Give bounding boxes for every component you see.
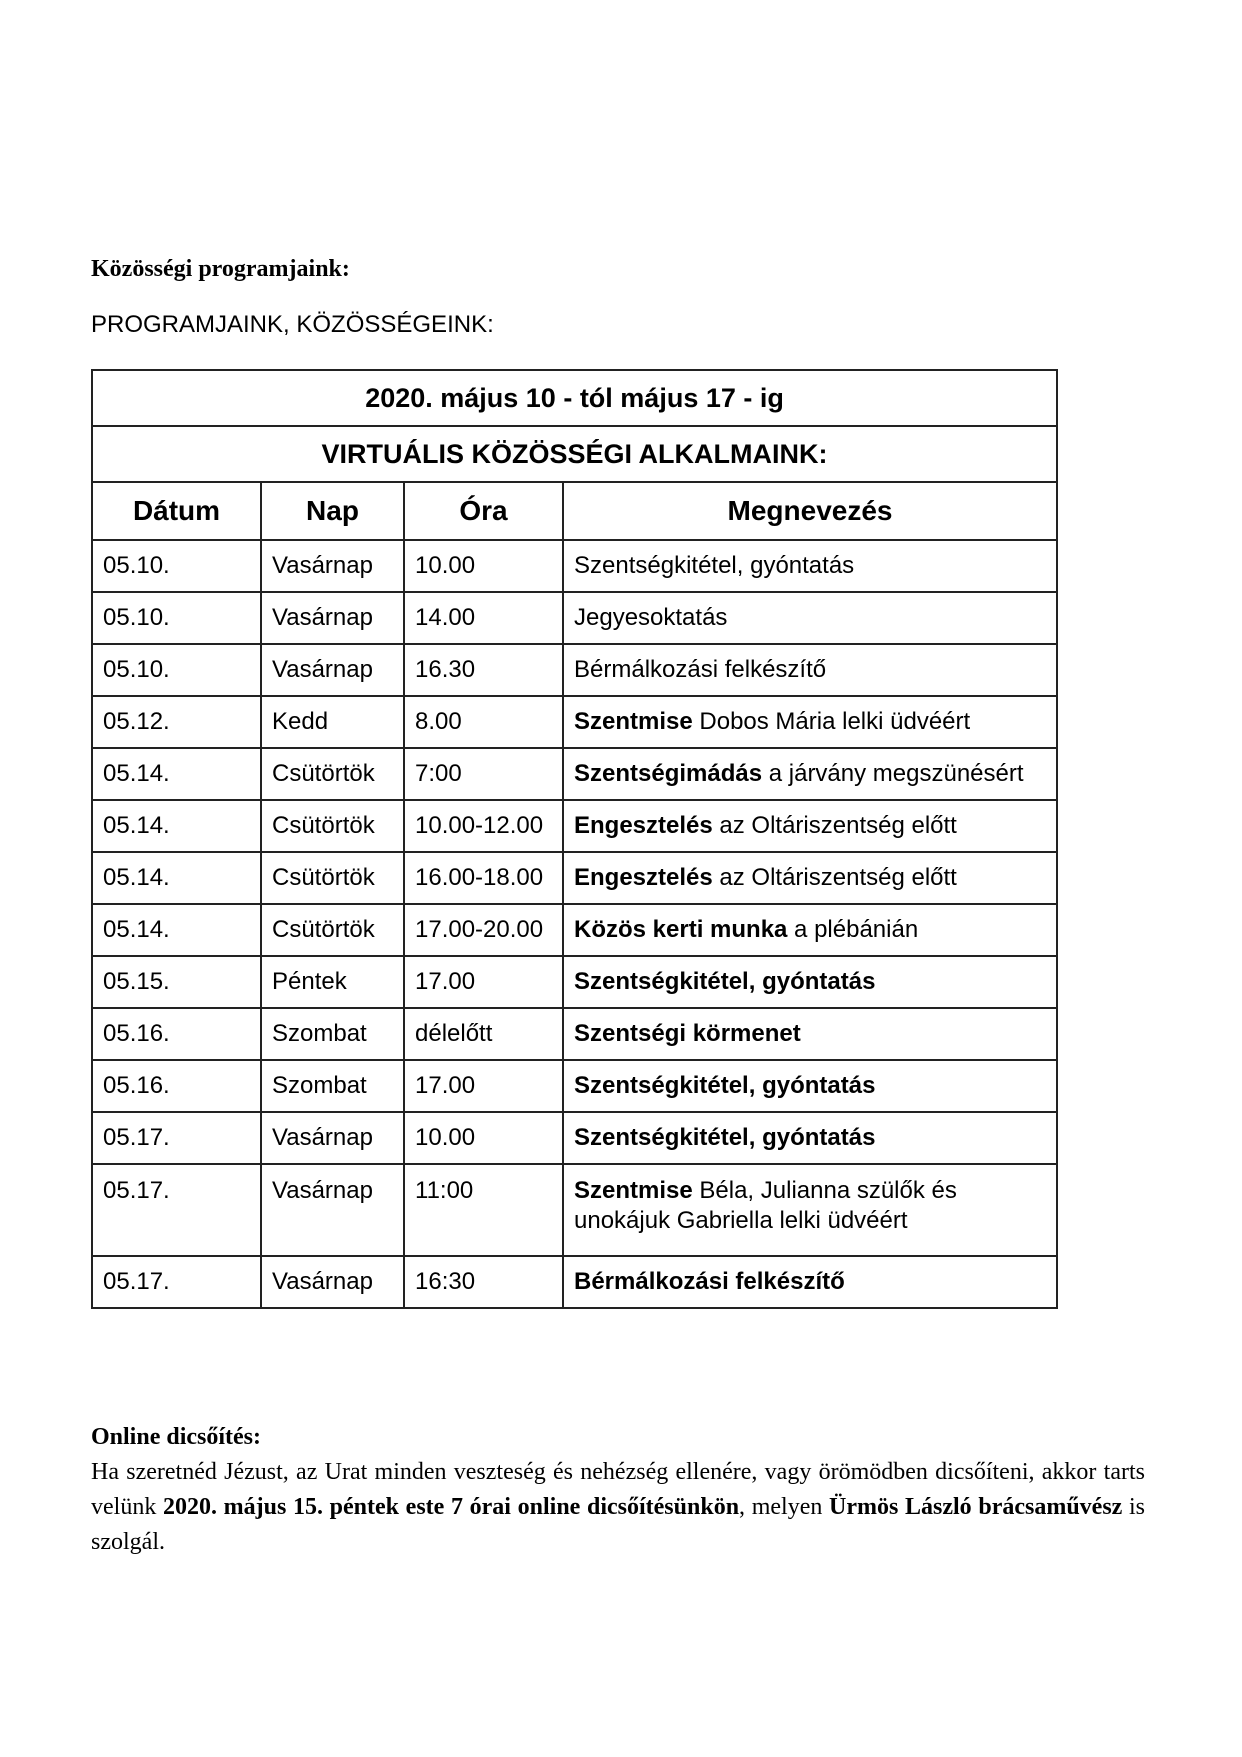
table-subtitle: VIRTUÁLIS KÖZÖSSÉGI ALKALMAINK:	[92, 426, 1057, 482]
table-row	[92, 852, 1057, 904]
online-worship-section	[91, 1420, 1145, 1560]
day-cell: Vasárnap	[261, 592, 404, 644]
table-row	[92, 800, 1057, 852]
description-bold: Szentségkitétel, gyóntatás	[574, 1072, 876, 1099]
column-header-time: Óra	[404, 482, 563, 540]
column-header-date: Dátum	[92, 482, 261, 540]
day-cell: Szombat	[261, 1060, 404, 1112]
description-cell	[563, 1008, 1057, 1060]
time-cell: 8.00	[404, 696, 563, 748]
online-worship-title: Online dicsőítés:	[91, 1424, 262, 1450]
table-row	[92, 956, 1057, 1008]
table-subtitle-row	[92, 426, 1057, 482]
schedule-table	[91, 369, 1058, 1309]
table-date-range-title: 2020. május 10 - tól május 17 - ig	[92, 370, 1057, 426]
day-cell: Csütörtök	[261, 852, 404, 904]
time-cell: 16.30	[404, 644, 563, 696]
table-row	[92, 1008, 1057, 1060]
online-text-part: is szolgál.	[91, 1494, 1146, 1555]
table-row	[92, 1060, 1057, 1112]
table-body	[92, 540, 1057, 1308]
day-cell: Péntek	[261, 956, 404, 1008]
description-cell	[563, 800, 1057, 852]
time-cell: 10.00-12.00	[404, 800, 563, 852]
description-text: Dobos Mária lelki üdvéért	[692, 708, 971, 735]
description-cell	[563, 696, 1057, 748]
description-bold: Engesztelés	[574, 864, 713, 891]
time-cell: 7:00	[404, 748, 563, 800]
description-text: Szentségkitétel, gyóntatás	[574, 552, 855, 579]
table-row	[92, 696, 1057, 748]
description-text: az Oltáriszentség előtt	[712, 864, 957, 891]
description-text: Jegyesoktatás	[574, 604, 728, 631]
date-cell: 05.12.	[92, 696, 261, 748]
online-musician: Ürmös László brácsaművész	[829, 1494, 1123, 1520]
time-cell: 10.00	[404, 540, 563, 592]
table-title-row	[92, 370, 1057, 426]
table-row	[92, 1256, 1057, 1308]
description-text: az Oltáriszentség előtt	[712, 812, 957, 839]
time-cell: 11:00	[404, 1164, 563, 1256]
day-cell: Csütörtök	[261, 904, 404, 956]
table-row	[92, 540, 1057, 592]
description-cell	[563, 748, 1057, 800]
time-cell: 16.00-18.00	[404, 852, 563, 904]
date-cell: 05.10.	[92, 644, 261, 696]
date-cell: 05.10.	[92, 540, 261, 592]
description-cell	[563, 1112, 1057, 1164]
description-bold: Bérmálkozási felkészítő	[574, 1268, 845, 1295]
description-cell	[563, 1060, 1057, 1112]
date-cell: 05.16.	[92, 1060, 261, 1112]
description-cell	[563, 1164, 1057, 1256]
table-row	[92, 904, 1057, 956]
column-header-day: Nap	[261, 482, 404, 540]
time-cell: 10.00	[404, 1112, 563, 1164]
day-cell: Vasárnap	[261, 1112, 404, 1164]
table-row	[92, 1112, 1057, 1164]
date-cell: 05.10.	[92, 592, 261, 644]
online-text-part: Ha szeretnéd Jézust, az Urat minden veszteség és nehézség ellenére, vagy örömödben dicsőíteni, akkor tarts velünk	[91, 1459, 1145, 1520]
description-text: Bérmálkozási felkészítő	[574, 656, 827, 683]
time-cell: 17.00-20.00	[404, 904, 563, 956]
description-cell	[563, 904, 1057, 956]
date-cell: 05.17.	[92, 1112, 261, 1164]
day-cell: Vasárnap	[261, 1164, 404, 1256]
time-cell: 16:30	[404, 1256, 563, 1308]
date-cell: 05.17.	[92, 1164, 261, 1256]
column-header-name: Megnevezés	[563, 482, 1057, 540]
day-cell: Csütörtök	[261, 748, 404, 800]
description-bold: Szentségkitétel, gyóntatás	[574, 968, 876, 995]
description-text: a járvány megszünésért	[762, 760, 1024, 787]
description-cell	[563, 1256, 1057, 1308]
day-cell: Szombat	[261, 1008, 404, 1060]
description-bold: Közös kerti munka	[574, 916, 788, 943]
online-event-time: 2020. május 15. péntek este 7 órai online dicsőítésünkön	[163, 1494, 740, 1520]
online-worship-text	[91, 1455, 1145, 1560]
table-row	[92, 748, 1057, 800]
description-text: a plébánián	[787, 916, 919, 943]
date-cell: 05.14.	[92, 904, 261, 956]
description-bold: Szentmise	[574, 708, 693, 735]
date-cell: 05.14.	[92, 852, 261, 904]
day-cell: Kedd	[261, 696, 404, 748]
day-cell: Vasárnap	[261, 1256, 404, 1308]
table-row	[92, 1164, 1057, 1256]
description-bold: Szentségimádás	[574, 760, 763, 787]
description-text: Béla, Julianna szülők és unokájuk Gabriella lelki üdvéért	[574, 1177, 957, 1234]
table-row	[92, 644, 1057, 696]
description-bold: Szentmise	[574, 1177, 693, 1204]
description-cell	[563, 592, 1057, 644]
description-cell	[563, 644, 1057, 696]
time-cell: 14.00	[404, 592, 563, 644]
table-row	[92, 592, 1057, 644]
day-cell: Vasárnap	[261, 644, 404, 696]
table-header-row	[92, 482, 1057, 540]
description-bold: Szentségi körmenet	[574, 1020, 801, 1047]
day-cell: Csütörtök	[261, 800, 404, 852]
description-cell	[563, 956, 1057, 1008]
date-cell: 05.14.	[92, 800, 261, 852]
online-text-part: , melyen	[739, 1494, 830, 1520]
date-cell: 05.16.	[92, 1008, 261, 1060]
day-cell: Vasárnap	[261, 540, 404, 592]
description-bold: Szentségkitétel, gyóntatás	[574, 1124, 876, 1151]
date-cell: 05.17.	[92, 1256, 261, 1308]
section-heading: Közösségi programjaink:	[91, 256, 350, 282]
time-cell: 17.00	[404, 1060, 563, 1112]
time-cell: 17.00	[404, 956, 563, 1008]
description-cell	[563, 540, 1057, 592]
date-cell: 05.15.	[92, 956, 261, 1008]
time-cell: délelőtt	[404, 1008, 563, 1060]
description-cell	[563, 852, 1057, 904]
description-bold: Engesztelés	[574, 812, 713, 839]
date-cell: 05.14.	[92, 748, 261, 800]
section-subheading: PROGRAMJAINK, KÖZÖSSÉGEINK:	[91, 311, 494, 338]
